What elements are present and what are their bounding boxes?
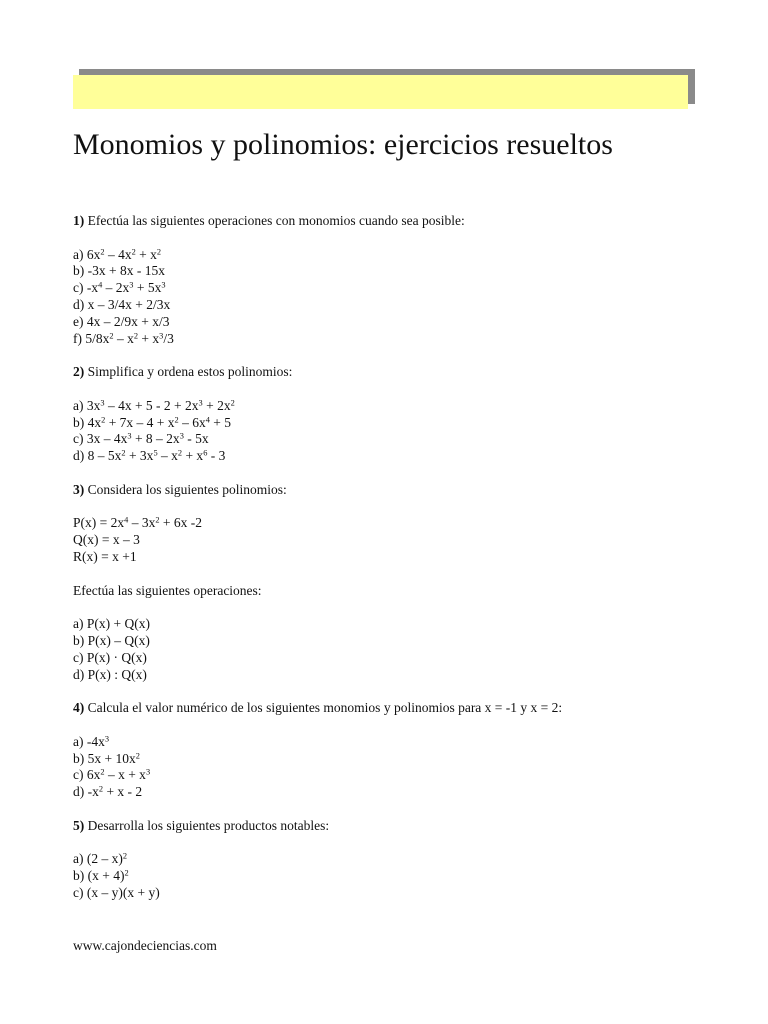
exercise-item: b) P(x) – Q(x) <box>73 632 150 648</box>
exercise-item: d) P(x) : Q(x) <box>73 666 147 682</box>
exercise-item: R(x) = x +1 <box>73 548 137 564</box>
footer-url: www.cajondeciencias.com <box>73 938 217 953</box>
exercise-prompt: 4) Calcula el valor numérico de los siguientes monomios y polinomios para x = -1 y x = 2: <box>73 700 563 716</box>
exercise-prompt: 5) Desarrolla los siguientes productos notables: <box>73 817 330 833</box>
exercise-item: c) $6x^2 - x + x^3$ <box>73 767 151 783</box>
exercise-item: d) $8 - 5x^2 + 3x^5 - x^2 + x^6 - 3$ <box>73 448 226 464</box>
header-banner <box>73 75 688 109</box>
exercise-item: a) $6x^2 - 4x^2 + x^2$ <box>73 246 162 262</box>
exercise-number: 4) <box>73 700 85 716</box>
exercise-subprompt: Efectúa las siguientes operaciones: <box>73 582 262 598</box>
exercise-item: c) (x – y)(x + y) <box>73 884 160 900</box>
exercise-number: 3) <box>73 481 85 497</box>
exercise-prompt: 1) Efectúa las siguientes operaciones con monomios cuando sea posible: <box>73 213 465 228</box>
exercise-item: a) $3x^3 - 4x + 5 - 2 + 2x^3 + 2x^2$ <box>73 397 235 413</box>
exercise-number: 1) <box>73 213 85 228</box>
exercise-item: b) -3x + 8x - 15x <box>73 263 165 279</box>
exercise-prompt: 3) Considera los siguientes polinomios: <box>73 481 287 497</box>
exercise-item: c) $3x - 4x^3 + 8 - 2x^3 - 5x$ <box>73 431 209 447</box>
exercise-number: 2) <box>73 364 85 380</box>
exercise-item: b) $(x + 4)^2$ <box>73 868 129 884</box>
exercise-item: e) 4x – 2/9x + x/3 <box>73 313 170 329</box>
exercise-item: a) (2 – x)$^2$ <box>73 851 128 867</box>
exercise-item: Q(x) = x – 3 <box>73 532 140 548</box>
exercise-prompt: 2) Simplifica y ordena estos polinomios: <box>73 364 293 380</box>
exercise-item: a) $-4x^3$ <box>73 733 110 749</box>
exercise-item: $P(x) = 2x^4 - 3x^2 + 6x$ -2 <box>73 515 202 531</box>
exercise-item: d) $-x^2 + x - 2$ <box>73 784 143 800</box>
exercise-item: c) P(x) · Q(x) <box>73 649 147 665</box>
exercise-item: b) $4x^2 + 7x - 4 + x^2 - 6x^4 + 5$ <box>73 414 232 430</box>
exercise-item: c) $-x^4 - 2x^3 + 5x^3$ <box>73 280 166 296</box>
exercise-list <box>73 213 713 902</box>
exercise-item: d) x – 3/4x + 2/3x <box>73 296 171 312</box>
exercise-number: 5) <box>73 817 85 833</box>
exercise-item: b) $5x + 10x^2$ <box>73 750 140 766</box>
exercise-item: f) $5/8x^2 - x^2 + x^3/3$ <box>73 330 174 346</box>
page-title: Monomios y polinomios: ejercicios resueltos <box>73 128 613 161</box>
exercise-item: a) P(x) + Q(x) <box>73 616 150 632</box>
